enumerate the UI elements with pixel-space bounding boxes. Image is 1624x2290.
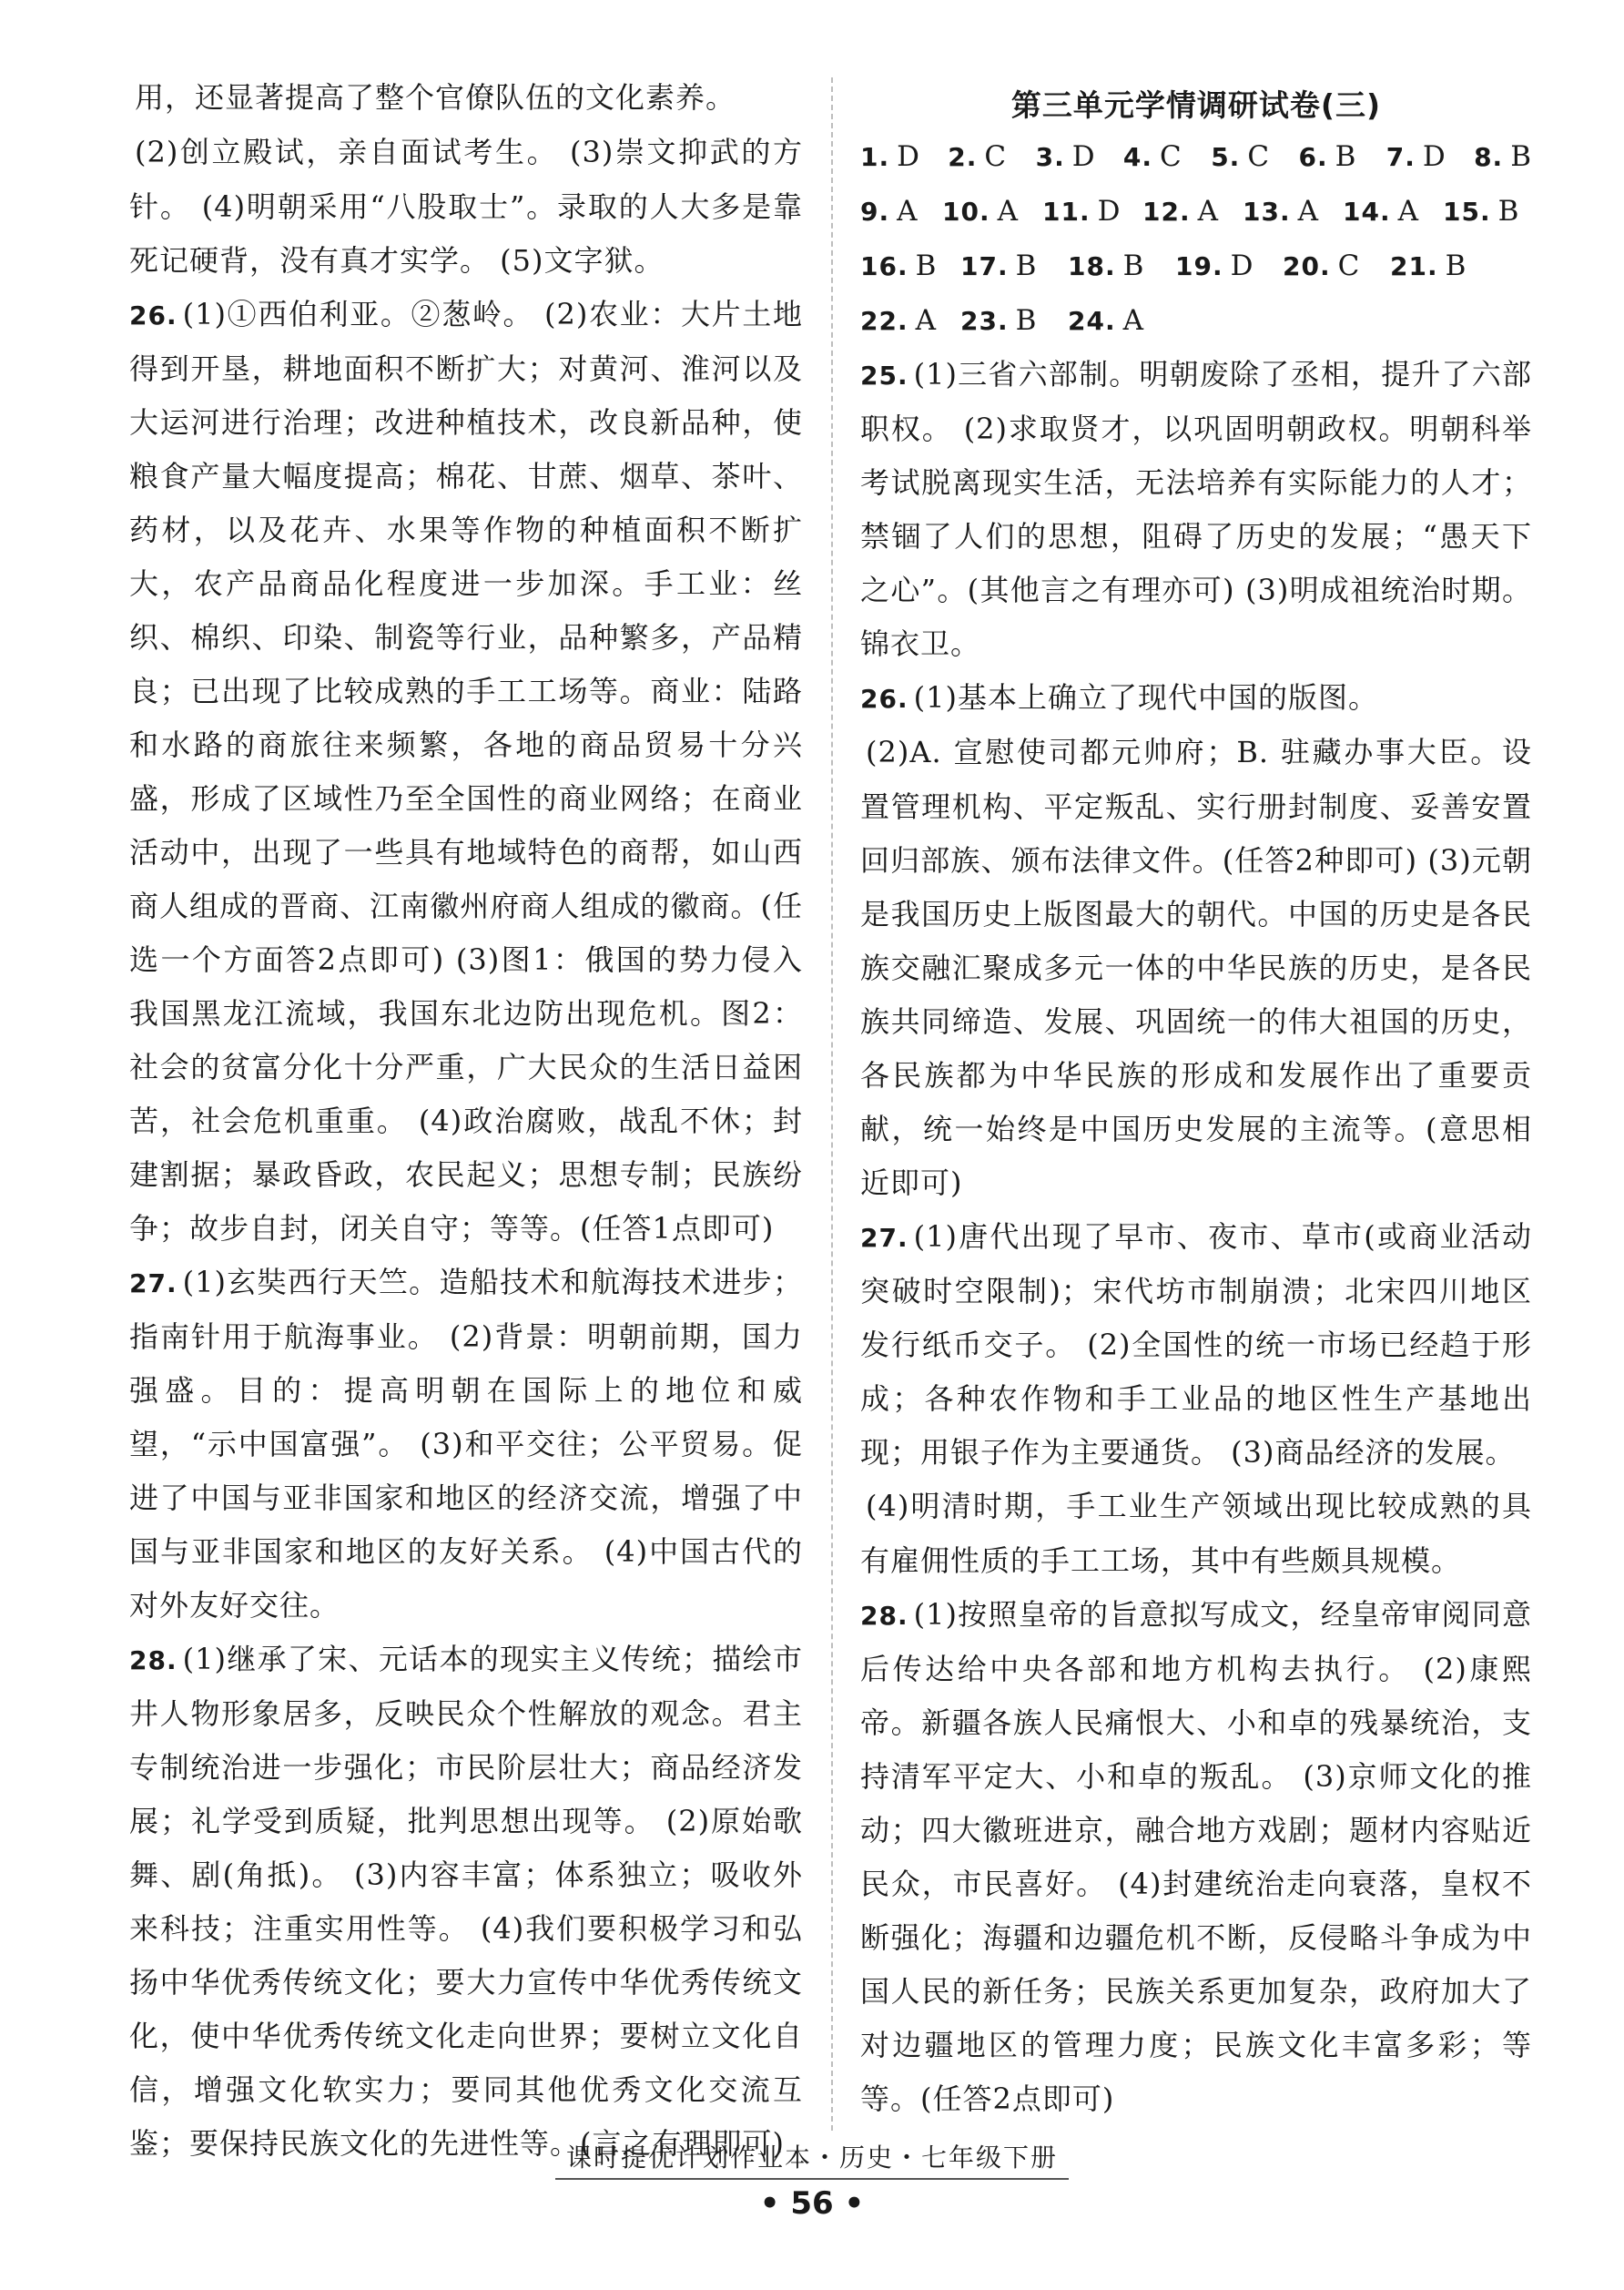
choice-item: 15. B: [1443, 195, 1520, 228]
answer-text: (1)唐代出现了早市、夜市、草市(或商业活动突破时空限制)；宋代坊市制崩溃；北宋四川地区发行纸币交子。 (2)全国性的统一市场已经趋于形成；各种农作物和手工业品的地区性生产基地出现；用银子作为主要通货。 (3)商品经济的发展。: [860, 1219, 1532, 1470]
question-number: 26.: [129, 300, 178, 331]
page-footer: [0, 2138, 1624, 2222]
choice-row: [860, 293, 1532, 348]
choice-item: 24. A: [1068, 304, 1144, 337]
answer-paragraph: [860, 348, 1532, 671]
choice-item: 8. B: [1474, 140, 1532, 173]
answer-text: (1)继承了宋、元话本的现实主义传统；描绘市井人物形象居多，反映民众个性解放的观念。君主专制统治进一步强化；市民阶层壮大；商品经济发展；礼学受到质疑，批判思想出现等。 (2)原始歌舞、剧(角抵)。 (3)内容丰富；体系独立；吸收外来科技；注重实用性等。 (4)我们要积极学习和弘扬中华优秀传统文化；要大力宣传中华优秀传统文化，使中华优秀传统文化走向世界；要树立文化自信，增强文化软实力；要同其他优秀文化交流互鉴；要保持民族文化的先进性等。(言之有理即可): [129, 1642, 803, 2161]
choice-item: 20. C: [1283, 249, 1361, 282]
choice-item: 17. B: [960, 249, 1038, 282]
answer-paragraph: [129, 288, 803, 1256]
choice-item: 1. D: [860, 140, 920, 173]
answer-paragraph: [860, 726, 1532, 1210]
question-number: 27.: [860, 1223, 908, 1253]
left-column: [129, 71, 803, 2171]
answer-paragraph: [129, 1633, 803, 2171]
answer-text: (1)按照皇帝的旨意拟写成文，经皇帝审阅同意后传达给中央各部和地方机构去执行。 (2)康熙帝。新疆各族人民痛恨大、小和卓的残暴统治，支持清军平定大、小和卓的叛乱。 (3)京师文化的推动；四大徽班进京，融合地方戏剧；题材内容贴近民众，市民喜好。 (4)封建统治走向衰落，皇权不断强化；海疆和边疆危机不断，反侵略斗争成为中国人民的新任务；民族关系更加复杂，政府加大了对边疆地区的管理力度；民族文化丰富多彩；等等。(任答2点即可): [860, 1597, 1532, 2116]
answer-paragraph: [860, 1480, 1532, 1588]
answer-text: (1)基本上确立了现代中国的版图。: [913, 680, 1378, 715]
choice-item: 23. B: [960, 304, 1038, 337]
choice-item: 9. A: [860, 195, 919, 228]
answer-paragraph: [860, 1588, 1532, 2126]
answer-text: (4)明清时期，手工业生产领域出现比较成熟的具有雇佣性质的手工工场，其中有些颇具规模。: [860, 1489, 1532, 1578]
choice-item: 10. A: [942, 195, 1019, 228]
choice-item: 2. C: [948, 140, 1008, 173]
question-number: 28.: [860, 1601, 908, 1631]
choice-item: 13. A: [1243, 195, 1319, 228]
choice-item: 4. C: [1122, 140, 1182, 173]
book-title: 课时提优计划作业本・历史・七年级下册: [555, 2138, 1069, 2180]
answer-text: (1)①西伯利亚。②葱岭。 (2)农业：大片土地得到开垦，耕地面积不断扩大；对黄河、淮河以及大运河进行治理；改进种植技术，改良新品种，使粮食产量大幅度提高；棉花、甘蔗、烟草、茶叶、药材，以及花卉、水果等作物的种植面积不断扩大，农产品商品化程度进一步加深。手工业：丝织、棉织、印染、制瓷等行业，品种繁多，产品精良；已出现了比较成熟的手工工场等。商业：陆路和水路的商旅往来频繁，各地的商品贸易十分兴盛，形成了区域性乃至全国性的商业网络；在商业活动中，出现了一些具有地域特色的商帮，如山西商人组成的晋商、江南徽州府商人组成的徽商。(任选一个方面答2点即可) (3)图1：俄国的势力侵入我国黑龙江流域，我国东北边防出现危机。图2：社会的贫富分化十分严重，广大民众的生活日益困苦，社会危机重重。 (4)政治腐败，战乱不休；封建割据；暴政昏政，农民起义；思想专制；民族纷争；故步自封，闭关自守；等等。(任答1点即可): [129, 297, 803, 1246]
choice-answers: [860, 129, 1532, 348]
right-column: [860, 71, 1532, 2126]
question-number: 26.: [860, 684, 908, 714]
choice-row: [860, 239, 1532, 293]
answer-paragraph: [129, 1256, 803, 1633]
answer-text: (2)A. 宣慰使司都元帅府；B. 驻藏办事大臣。设置管理机构、平定叛乱、实行册封制度、妥善安置回归部族、颁布法律文件。(任答2种即可) (3)元朝是我国历史上版图最大的朝代。中国的历史是各民族交融汇聚成多元一体的中华民族的历史，是各民族共同缔造、发展、巩固统一的伟大祖国的历史，各民族都为中华民族的形成和发展作出了重要贡献，统一始终是中国历史发展的主流等。(意思相近即可): [860, 735, 1532, 1200]
question-number: 27.: [129, 1268, 178, 1298]
choice-item: 7. D: [1385, 140, 1446, 173]
question-number: 25.: [860, 361, 908, 391]
answer-text: (1)玄奘西行天竺。造船技术和航海技术进步；指南针用于航海事业。 (2)背景：明朝前期，国力强盛。目的：提高明朝在国际上的地位和威望，“示中国富强”。 (3)和平交往；公平贸易。促进了中国与亚非国家和地区的经济交流，增强了中国与亚非国家和地区的友好关系。 (4)中国古代的对外友好交往。: [129, 1265, 803, 1623]
answer-paragraph: [129, 126, 803, 288]
choice-item: 18. B: [1068, 249, 1145, 282]
page-number: • 56 •: [759, 2185, 865, 2222]
choice-item: 3. D: [1035, 140, 1096, 173]
choice-item: 19. D: [1175, 249, 1254, 282]
choice-item: 16. B: [860, 249, 938, 282]
choice-item: 12. A: [1142, 195, 1219, 228]
choice-row: [860, 184, 1532, 239]
section-title: 第三单元学情调研试卷(三): [1010, 87, 1382, 123]
answer-paragraph: [860, 671, 1532, 726]
choice-item: 21. B: [1390, 249, 1467, 282]
answer-text: 用，还显著提高了整个官僚队伍的文化素养。: [135, 80, 736, 115]
choice-item: 14. A: [1343, 195, 1419, 228]
answer-text: (1)三省六部制。明朝废除了丞相，提升了六部职权。 (2)求取贤才，以巩固明朝政权。明朝科举考试脱离现实生活，无法培养有实际能力的人才；禁锢了人们的思想，阻碍了历史的发展；“愚天下之心”。(其他言之有理亦可) (3)明成祖统治时期。锦衣卫。: [860, 357, 1532, 661]
choice-item: 11. D: [1042, 195, 1122, 228]
answer-paragraph: [860, 1210, 1532, 1480]
answer-paragraph: [129, 71, 803, 126]
choice-row: [860, 129, 1532, 184]
choice-item: 6. B: [1298, 140, 1357, 173]
choice-item: 22. A: [860, 304, 937, 337]
question-number: 28.: [129, 1645, 178, 1675]
column-divider: [831, 77, 833, 2131]
choice-item: 5. C: [1211, 140, 1271, 173]
answer-text: (2)创立殿试，亲自面试考生。 (3)崇文抑武的方针。 (4)明朝采用“八股取士”。录取的人大多是靠死记硬背，没有真才实学。 (5)文字狱。: [129, 135, 803, 278]
